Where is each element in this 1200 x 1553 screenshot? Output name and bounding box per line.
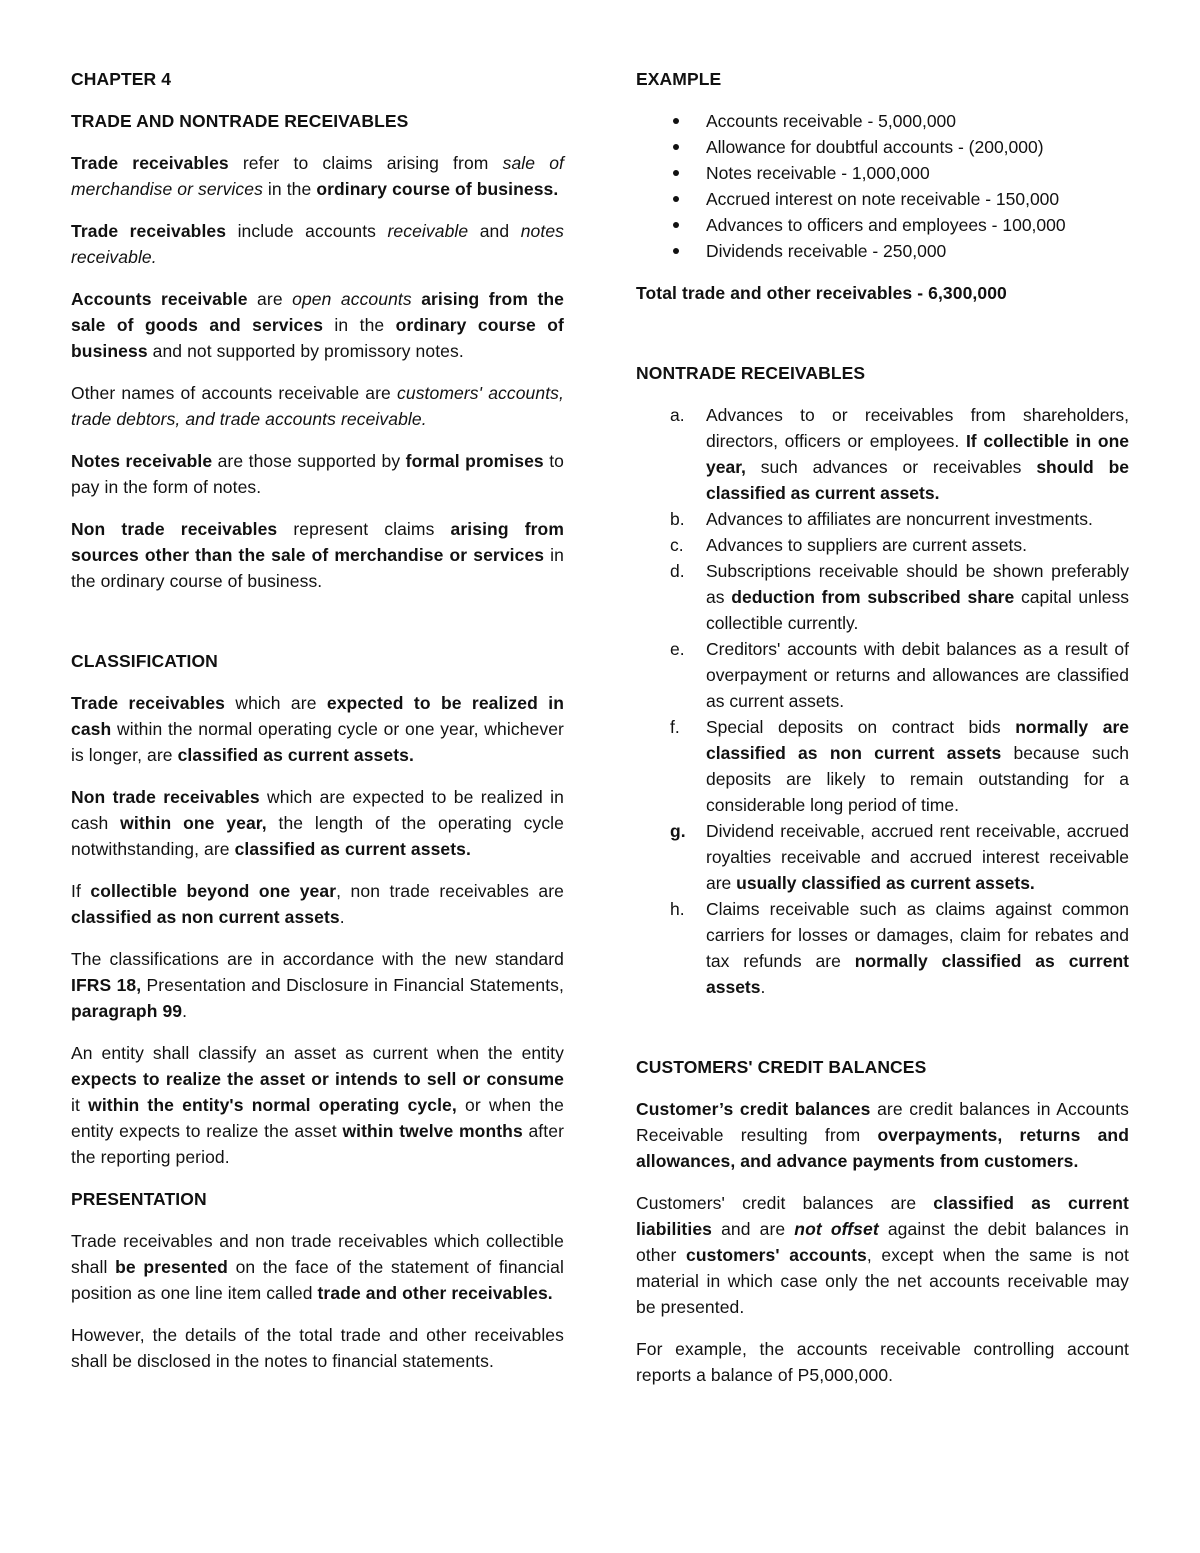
- list-item: c. Advances to suppliers are current assets.: [670, 535, 1027, 555]
- paragraph-trade-receivables-definition: Trade receivables refer to claims arising from sale of merchandise or services in the ordinary course of business.: [71, 153, 565, 199]
- paragraph-classification-trade: Trade receivables which are expected to be realized in cash within the normal operating cycle or one year, whichever is longer, are classified as current assets.: [71, 693, 564, 765]
- right-column: [636, 66, 1129, 1388]
- list-item: Advances to officers and employees - 100,000: [636, 212, 1129, 238]
- list-item: d. Subscriptions receivable should be shown preferably as deduction from subscribed share capital unless collectible currently.: [670, 561, 1129, 633]
- bullet-icon: [673, 248, 679, 254]
- list-item: Accrued interest on note receivable - 150,000: [636, 186, 1129, 212]
- example-total: Total trade and other receivables - 6,300,000: [636, 283, 1007, 303]
- paragraph-presentation-line-item: Trade receivables and non trade receivables which collectible shall be presented on the face of the statement of financial position as one line item called trade and other receivables.: [71, 1231, 564, 1303]
- bullet-icon: [673, 144, 679, 150]
- nontrade-list: [636, 402, 1129, 1000]
- customers-credit-heading: CUSTOMERS' CREDIT BALANCES: [636, 1057, 927, 1077]
- paragraph-presentation-disclosure: However, the details of the total trade and other receivables shall be disclosed in the notes to financial statements.: [71, 1325, 564, 1371]
- paragraph-current-asset-rule: An entity shall classify an asset as current when the entity expects to realize the asset or intends to sell or consume it within the entity's normal operating cycle, or when the entity expects to realize the asset within twelve months after the reporting period.: [71, 1043, 564, 1167]
- paragraph-accounts-receivable: Accounts receivable are open accounts arising from the sale of goods and services in the ordinary course of business and not supported by promissory notes.: [71, 289, 564, 361]
- list-item: b. Advances to affiliates are noncurrent investments.: [670, 509, 1093, 529]
- bullet-icon: [673, 118, 679, 124]
- list-item: Allowance for doubtful accounts - (200,000): [636, 134, 1129, 160]
- paragraph-trade-receivables-include: Trade receivables include accounts receivable and notes receivable.: [71, 221, 564, 267]
- list-item: g. Dividend receivable, accrued rent receivable, accrued royalties receivable and accrued interest receivable are usually classified as current assets.: [670, 821, 1129, 893]
- list-item: f. Special deposits on contract bids normally are classified as non current assets because such deposits are likely to remain outstanding for a considerable long period of time.: [670, 717, 1129, 815]
- chapter-label: CHAPTER 4: [71, 69, 172, 89]
- list-item: a. Advances to or receivables from shareholders, directors, officers or employees. If collectible in one year, such advances or receivables should be classified as current assets.: [670, 405, 1129, 503]
- example-list: [636, 108, 1129, 264]
- example-heading: EXAMPLE: [636, 69, 722, 89]
- bullet-icon: [673, 170, 679, 176]
- bullet-icon: [673, 196, 679, 202]
- paragraph-credit-balances-example: For example, the accounts receivable controlling account reports a balance of P5,000,000.: [636, 1339, 1129, 1385]
- paragraph-ifrs-reference: The classifications are in accordance with the new standard IFRS 18, Presentation and Disclosure in Financial Statements, paragraph 99.: [71, 949, 564, 1021]
- paragraph-non-trade-receivables: Non trade receivables represent claims arising from sources other than the sale of merchandise or services in the ordinary course of business.: [71, 519, 564, 591]
- paragraph-classification-non-trade: Non trade receivables which are expected to be realized in cash within one year, the length of the operating cycle notwithstanding, are classified as current assets.: [71, 787, 564, 859]
- paragraph-credit-balances-classification: Customers' credit balances are classified as current liabilities and are not offset against the debit balances in other customers' accounts, except when the same is not material in which case only the net accounts receivable may be presented.: [636, 1193, 1130, 1317]
- list-item: e. Creditors' accounts with debit balances as a result of overpayment or returns and allowances are classified as current assets.: [670, 639, 1129, 711]
- list-item: Accounts receivable - 5,000,000: [636, 108, 1129, 134]
- list-item: Notes receivable - 1,000,000: [636, 160, 1129, 186]
- paragraph-notes-receivable: Notes receivable are those supported by formal promises to pay in the form of notes.: [71, 451, 564, 497]
- nontrade-heading: NONTRADE RECEIVABLES: [636, 363, 866, 383]
- classification-heading: CLASSIFICATION: [71, 651, 218, 671]
- bullet-icon: [673, 222, 679, 228]
- list-item: h. Claims receivable such as claims against common carriers for losses or damages, claim for rebates and tax refunds are normally classified as current assets.: [670, 899, 1129, 997]
- list-item: Dividends receivable - 250,000: [636, 238, 1129, 264]
- paragraph-credit-balances-definition: Customer’s credit balances are credit balances in Accounts Receivable resulting from overpayments, returns and allowances, and advance payments from customers.: [636, 1099, 1129, 1171]
- paragraph-other-names: Other names of accounts receivable are customers' accounts, trade debtors, and trade accounts receivable.: [71, 383, 564, 429]
- presentation-heading: PRESENTATION: [71, 1189, 207, 1209]
- page-title: TRADE AND NONTRADE RECEIVABLES: [71, 111, 409, 131]
- paragraph-classification-beyond-one-year: If collectible beyond one year, non trade receivables are classified as non current assets.: [71, 881, 565, 927]
- left-column: [71, 66, 564, 1374]
